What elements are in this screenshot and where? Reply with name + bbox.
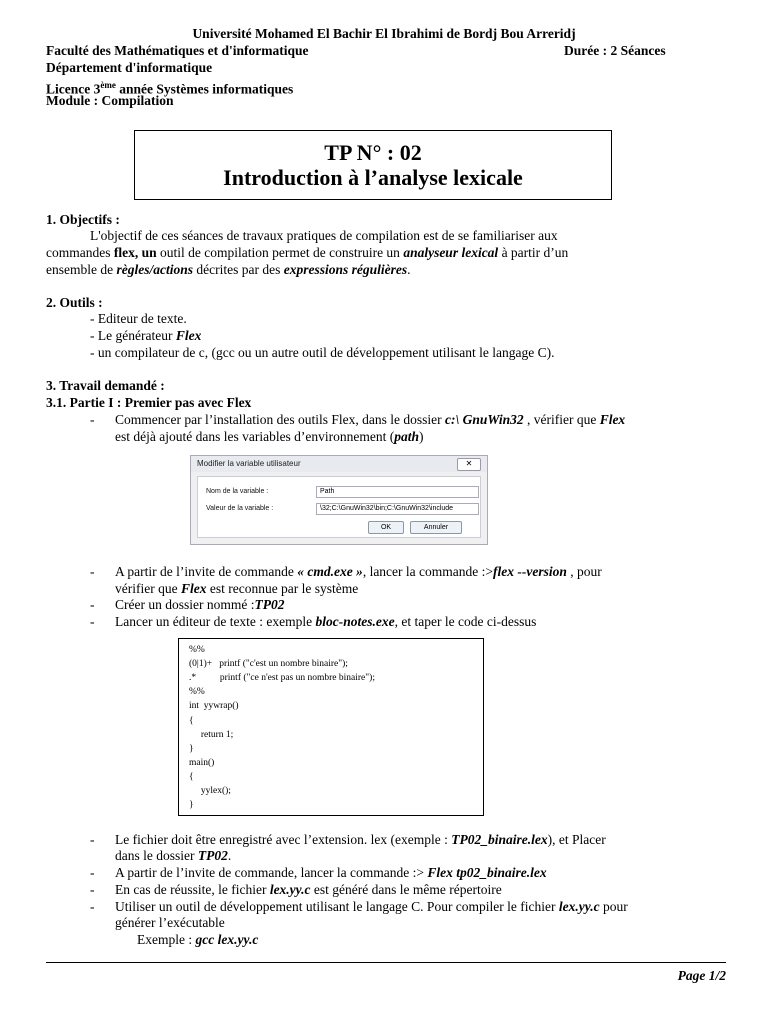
s1-regles: règles/actions [116,262,193,277]
university-name: Université Mohamed El Bachir El Ibrahimi de Bordj Bou Arreridj [192,26,576,41]
s1-analyseur: analyseur lexical [403,245,499,260]
cancel-button[interactable]: Annuler [410,521,462,534]
code-line: .* printf ("ce n'est pas un nombre binaire"); [189,673,375,683]
s3-lexyyc2: lex.yy.c [558,899,600,914]
step-cmd [115,564,602,580]
s3-t7: , pour [566,564,602,579]
code-box [178,638,484,816]
close-icon[interactable]: ✕ [457,458,481,471]
tp-title: Introduction à l’analyse lexicale [223,165,523,190]
s1-t6: . [407,262,411,277]
s3-t4: ) [419,429,424,444]
s3-t18: En cas de réussite, le fichier [115,882,270,897]
s1-t5: décrites par des [192,262,284,277]
tool-item-3: - un compilateur de c, (gcc ou un autre outil de développement utilisant le langage C). [90,345,555,360]
s3-t19: est généré dans le même répertoire [310,882,502,897]
step-save-2 [115,848,231,864]
code-line: } [189,800,194,810]
example-command: gcc lex.yy.c [195,932,259,947]
code-line: return 1; [189,730,234,740]
s3-flexcmd: Flex tp02_binaire.lex [427,865,547,880]
section2-heading: 2. Outils : [46,295,103,310]
bullet-dash: - [90,899,95,914]
code-line: int yywrap() [189,701,239,711]
s3-t17: A partir de l’invite de commande, lancer la commande :> [115,865,428,880]
code-line: yylex(); [189,786,231,796]
s1-t4: ensemble de [46,262,117,277]
variable-value-label: Valeur de la variable : [206,505,274,512]
example-line [137,932,258,948]
bullet-dash: - [90,597,95,612]
s3-t5: A partir de l’invite de commande [115,564,298,579]
code-line: { [189,716,194,726]
code-line: %% [189,645,205,655]
variable-name-field[interactable]: Path [316,486,479,498]
step-success [115,882,502,898]
step-compile-2: générer l’exécutable [115,915,225,930]
section1-heading: 1. Objectifs : [46,212,120,227]
licence-sup: ème [100,80,116,90]
bullet-dash: - [90,564,95,579]
s3-t15: dans le dossier [115,848,198,863]
step-save [115,832,606,848]
s1-t1: commandes [46,245,114,260]
s3-tp02b: TP02 [197,848,228,863]
module: Module : Compilation [46,93,174,108]
tp-number: TP N° : 02 [324,140,422,165]
tool-item-2-flex: Flex [175,328,202,343]
s1-flex: flex, un [113,245,157,260]
dialog-title: Modifier la variable utilisateur [191,456,487,472]
step-editor [115,614,536,630]
code-line: %% [189,687,205,697]
s3-t20: Utiliser un outil de développement utilisant le langage C. Pour compiler le fichier [115,899,559,914]
bullet-dash: - [90,882,95,897]
section1-line1: L'objectif de ces séances de travaux pratiques de compilation est de se familiariser aux [90,228,558,243]
s3-path: path [394,429,420,444]
s3-t12: , et taper le code ci-dessus [394,614,537,629]
s3-t16: . [227,848,232,863]
duration: Durée : 2 Séances [564,43,666,58]
variable-name-label: Nom de la variable : [206,488,269,495]
dialog-body [197,476,481,538]
s3-t11: Lancer un éditeur de texte : exemple [115,614,316,629]
s3-t14: ), et Placer [547,832,606,847]
s3-t1: Commencer par l’installation des outils Flex, dans le dossier [115,412,445,427]
tool-item-2 [90,328,201,344]
example-label: Exemple : [137,932,196,947]
bullet-dash: - [90,412,95,427]
step-compile [115,899,628,915]
ok-button[interactable]: OK [368,521,404,534]
s3-t21: pour [599,899,628,914]
bullet-dash: - [90,832,95,847]
code-line: (0|1)+ printf ("c'est un nombre binaire"); [189,659,348,669]
faculty: Faculté des Mathématiques et d'informatique [46,43,309,58]
s3-gnuwin: c:\ GnuWin32 [444,412,524,427]
env-variable-dialog [190,455,488,545]
step-install [115,412,625,428]
s1-expressions: expressions régulières [283,262,408,277]
s3-t6: , lancer la commande :> [362,564,493,579]
code-line: { [189,772,194,782]
step-cmd-2 [115,581,358,597]
footer-divider [46,962,726,963]
s3-lexyyc: lex.yy.c [269,882,311,897]
code-line: } [189,744,194,754]
section1-line2 [46,245,704,261]
s3-t9: est reconnue par le système [206,581,359,596]
s3-flex2: Flex [180,581,207,596]
tool-item-1: - Editeur de texte. [90,311,187,326]
licence-prefix: Licence 3 [46,81,101,97]
variable-value-field[interactable]: \32;C:\GnuWin32\bin;C:\GnuWin32\include [316,503,479,515]
code-line: main() [189,758,215,768]
section1-line3 [46,262,410,278]
section3-subheading: 3.1. Partie I : Premier pas avec Flex [46,395,252,410]
bullet-dash: - [90,614,95,629]
s3-flex: Flex [599,412,626,427]
s3-t10: Créer un dossier nommé : [115,597,255,612]
page-number: Page 1/2 [677,968,726,983]
step-run-flex [115,865,547,881]
section3-heading: 3. Travail demandé : [46,378,165,393]
s3-t3: est déjà ajouté dans les variables d’environnement ( [115,429,395,444]
s1-t3: à partir d’un [498,245,569,260]
s3-t8: vérifier que [115,581,181,596]
step-folder [115,597,284,613]
department: Département d'informatique [46,60,213,75]
s1-t2: outil de compilation permet de construire un [156,245,404,260]
s3-cmdexe: « cmd.exe » [297,564,363,579]
s3-t13: Le fichier doit être enregistré avec l’extension. lex (exemple : [115,832,452,847]
s3-flexversion: flex --version [493,564,567,579]
licence-suffix: année Systèmes informatiques [115,81,294,97]
s3-binairelex: TP02_binaire.lex [451,832,548,847]
title-box [134,130,612,200]
step-install-2 [115,429,424,445]
tool-item-2-text: - Le générateur [90,328,176,343]
s3-tp02: TP02 [254,597,285,612]
s3-t2: , vérifier que [523,412,600,427]
bullet-dash: - [90,865,95,880]
s3-blocnotes: bloc-notes.exe [315,614,395,629]
